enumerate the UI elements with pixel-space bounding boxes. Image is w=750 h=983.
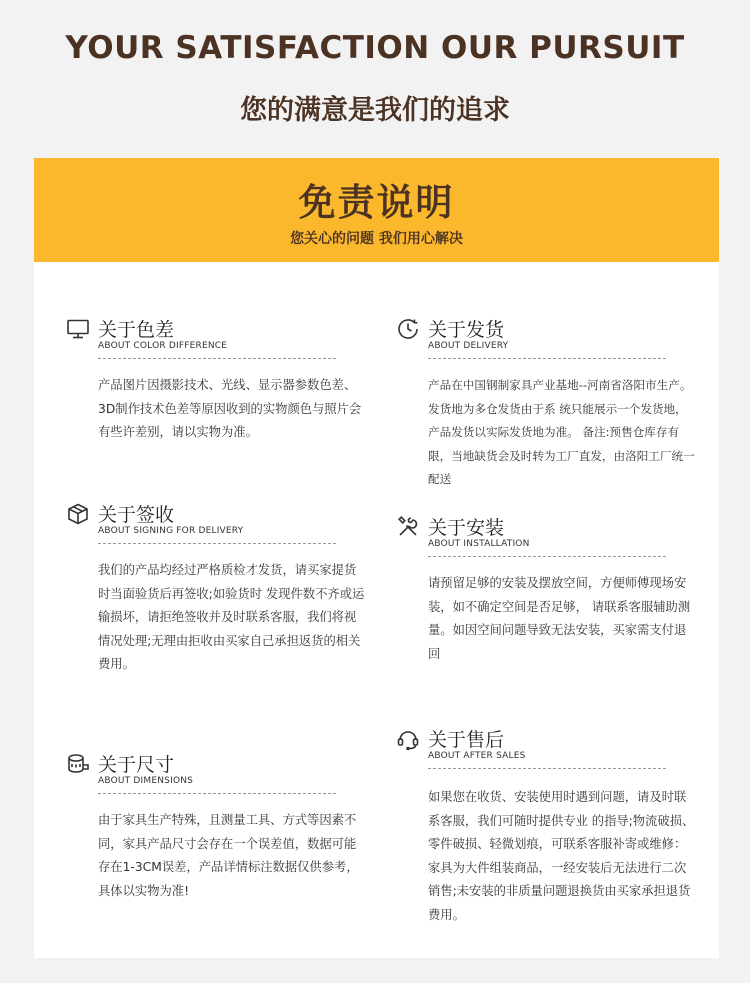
dashed-divider: [98, 793, 336, 794]
section-title: 关于发货: [428, 319, 505, 341]
disclaimer-panel: [34, 158, 719, 958]
section-title: 关于售后: [428, 729, 505, 751]
section-body: 产品图片因摄影技术、光线、显示器参数色差、3D制作技术色差等原因收到的实物颜色与照片会有些许差别，请以实物为准。: [98, 378, 362, 439]
headset-icon: [396, 727, 420, 751]
section-title: 关于色差: [98, 319, 175, 341]
header-title-en: YOUR SATISFACTION OUR PURSUIT: [65, 30, 685, 66]
tape-measure-icon: [66, 752, 90, 776]
section-subtitle: ABOUT INSTALLATION: [428, 539, 530, 549]
banner-subtitle: 您关心的问题 我们用心解决: [290, 231, 463, 247]
dashed-divider: [98, 543, 336, 544]
section-subtitle: ABOUT COLOR DIFFERENCE: [98, 341, 228, 351]
section-body: 由于家具生产特殊，且测量工具、方式等因素不同，家具产品尺寸会存在一个误差值，数据可能存在1-3CM误差，产品详情标注数据仅供参考，具体以实物为准!: [98, 813, 359, 898]
dashed-divider: [98, 358, 336, 359]
section-subtitle: ABOUT SIGNING FOR DELIVERY: [98, 526, 244, 536]
disclaimer-banner: [34, 158, 719, 262]
section-subtitle: ABOUT AFTER SALES: [428, 751, 526, 761]
section-body: 请预留足够的安装及摆放空间，方便师傅现场安装，如不确定空间是否足够， 请联系客服辅助测量。如因空间问题导致无法安装，买家需支付退回: [428, 576, 691, 661]
section-body: 产品在中国钢制家具产业基地--河南省洛阳市生产。发货地为多仓发货由于系 统只能展示一个发货地，产品发货以实际发货地为准。 备注:预售仓库存有限，当地缺货会及时转为工厂直发，由洛阳工厂统一配送: [428, 378, 695, 486]
section-body: 我们的产品均经过严格质检才发货，请买家提货时当面验货后再签收;如验货时 发现件数不齐或运输损坏，请拒绝签收并及时联系客服，我们将视情况处理;无理由拒收由买家自己承担返货的相关费用。: [98, 563, 365, 671]
section-title: 关于尺寸: [98, 754, 175, 776]
monitor-icon: [66, 317, 90, 341]
header-title-cn: 您的满意是我们的追求: [240, 95, 510, 126]
clock-icon: [396, 317, 420, 341]
section-title: 关于签收: [98, 504, 175, 526]
section-subtitle: ABOUT DELIVERY: [428, 341, 509, 351]
tools-icon: [396, 515, 420, 539]
section-title: 关于安装: [428, 517, 505, 539]
dashed-divider: [428, 358, 666, 359]
dashed-divider: [428, 768, 666, 769]
banner-title: 免责说明: [298, 181, 455, 224]
package-icon: [66, 502, 90, 526]
dashed-divider: [428, 556, 666, 557]
section-subtitle: ABOUT DIMENSIONS: [98, 776, 194, 786]
section-body: 如果您在收货、安装使用时遇到问题，请及时联系客服，我们可随时提供专业 的指导;物流破损、零件破损、轻微划痕，可联系客服补寄或维修：家具为大件组装商品，一经安装后无法进行二次销售;未安装的非质量问题退换货由买家承担退货费用。: [428, 790, 695, 922]
